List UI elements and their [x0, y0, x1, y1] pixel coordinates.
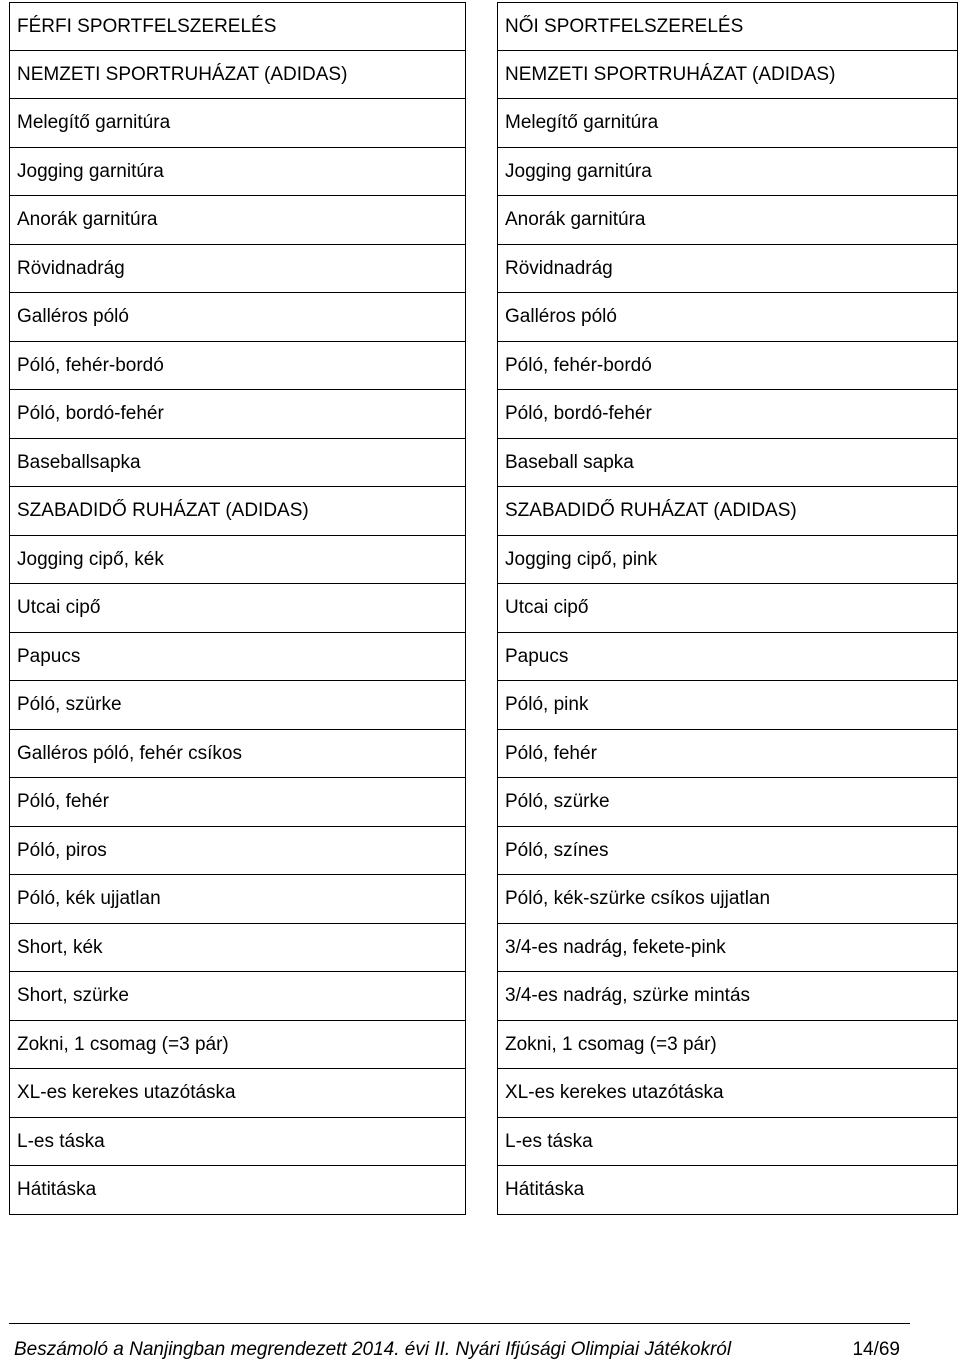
table-row: Short, szürke: [9, 972, 466, 1021]
table-row: 3/4-es nadrág, fekete-pink: [497, 924, 958, 973]
table-row: Rövidnadrág: [497, 245, 958, 294]
table-row: Papucs: [9, 633, 466, 682]
table-row: Short, kék: [9, 924, 466, 973]
women-equipment-table: [497, 2, 958, 1215]
table-row: L-es táska: [497, 1118, 958, 1167]
table-row: Póló, bordó-fehér: [497, 390, 958, 439]
table-header-row: NŐI SPORTFELSZERELÉS: [497, 2, 958, 51]
table-row: Póló, fehér-bordó: [497, 342, 958, 391]
table-row: NEMZETI SPORTRUHÁZAT (ADIDAS): [497, 51, 958, 100]
table-row: Póló, szürke: [497, 778, 958, 827]
table-row: Hátitáska: [9, 1166, 466, 1215]
table-row: Melegítő garnitúra: [9, 99, 466, 148]
table-row: Póló, bordó-fehér: [9, 390, 466, 439]
table-row: Jogging cipő, pink: [497, 536, 958, 585]
table-row: Galléros póló: [9, 293, 466, 342]
table-row: Jogging cipő, kék: [9, 536, 466, 585]
page-footer: [14, 1339, 900, 1361]
page-number: 14/69: [852, 1339, 900, 1360]
table-row: Póló, fehér: [497, 730, 958, 779]
table-row: Póló, fehér-bordó: [9, 342, 466, 391]
table-row: Póló, szürke: [9, 681, 466, 730]
table-row: Anorák garnitúra: [9, 196, 466, 245]
table-row: Baseballsapka: [9, 439, 466, 488]
table-row: Póló, kék ujjatlan: [9, 875, 466, 924]
table-header-row: FÉRFI SPORTFELSZERELÉS: [9, 2, 466, 51]
table-row: Rövidnadrág: [9, 245, 466, 294]
table-row: Galléros póló: [497, 293, 958, 342]
table-row: Baseball sapka: [497, 439, 958, 488]
table-row: Zokni, 1 csomag (=3 pár): [497, 1021, 958, 1070]
table-row: Zokni, 1 csomag (=3 pár): [9, 1021, 466, 1070]
table-row: Melegítő garnitúra: [497, 99, 958, 148]
table-row: Utcai cipő: [497, 584, 958, 633]
table-row: Póló, kék-szürke csíkos ujjatlan: [497, 875, 958, 924]
table-row: Jogging garnitúra: [497, 148, 958, 197]
table-row: Póló, pink: [497, 681, 958, 730]
table-row: Anorák garnitúra: [497, 196, 958, 245]
footer-divider: [9, 1323, 910, 1324]
men-equipment-table: [9, 2, 466, 1215]
table-row: SZABADIDŐ RUHÁZAT (ADIDAS): [497, 487, 958, 536]
table-row: Póló, színes: [497, 827, 958, 876]
table-row: Hátitáska: [497, 1166, 958, 1215]
table-row: XL-es kerekes utazótáska: [497, 1069, 958, 1118]
table-row: NEMZETI SPORTRUHÁZAT (ADIDAS): [9, 51, 466, 100]
table-row: Póló, fehér: [9, 778, 466, 827]
table-row: SZABADIDŐ RUHÁZAT (ADIDAS): [9, 487, 466, 536]
table-row: Póló, piros: [9, 827, 466, 876]
table-row: Papucs: [497, 633, 958, 682]
footer-title: Beszámoló a Nanjingban megrendezett 2014. évi II. Nyári Ifjúsági Olimpiai Játékokról: [14, 1339, 732, 1360]
table-row: 3/4-es nadrág, szürke mintás: [497, 972, 958, 1021]
table-row: L-es táska: [9, 1118, 466, 1167]
table-row: Utcai cipő: [9, 584, 466, 633]
table-row: Galléros póló, fehér csíkos: [9, 730, 466, 779]
table-row: XL-es kerekes utazótáska: [9, 1069, 466, 1118]
table-row: Jogging garnitúra: [9, 148, 466, 197]
